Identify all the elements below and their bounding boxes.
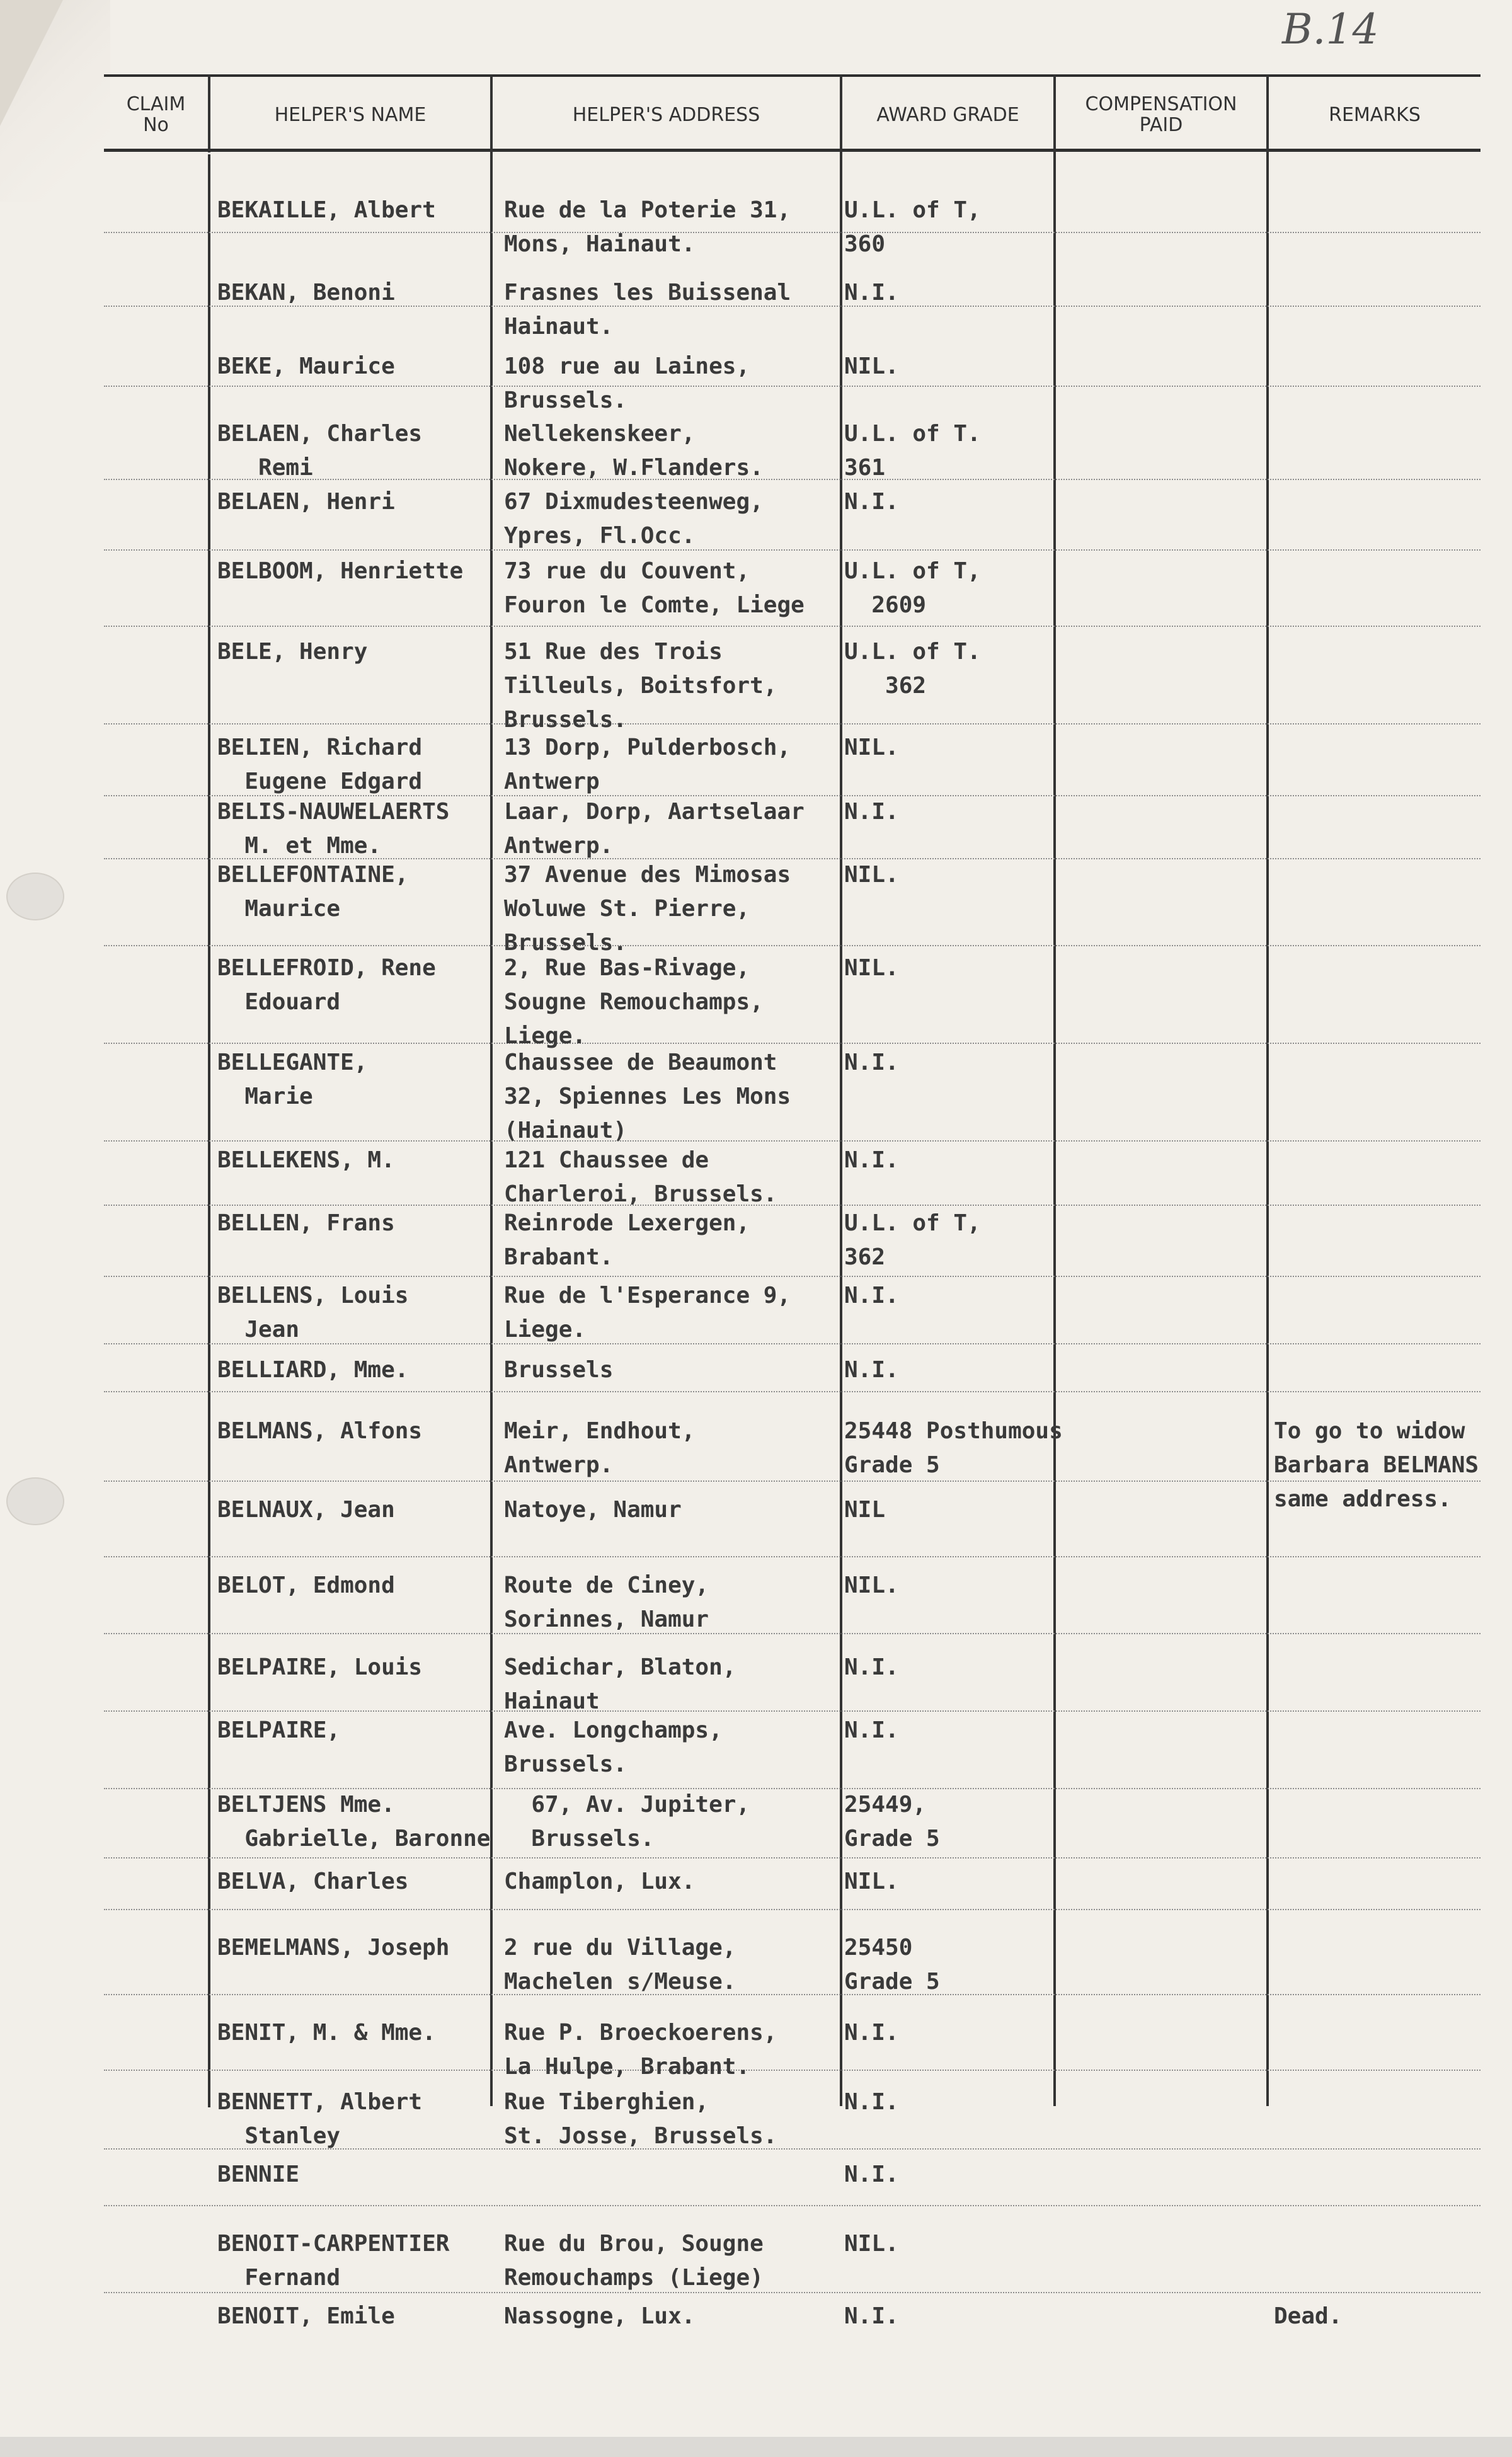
helper-name: BENIT, M. & Mme. [217, 2020, 436, 2046]
helper-address: 2 rue du Village, Machelen s/Meuse. [504, 1935, 736, 1995]
row-rule [104, 2070, 1480, 2071]
helper-address: 13 Dorp, Pulderbosch, Antwerp [504, 735, 791, 794]
helper-address: Ave. Longchamps, Brussels. [504, 1717, 723, 1777]
helper-address: 51 Rue des Trois Tilleuls, Boitsfort, Brussels. [504, 639, 777, 733]
row-rule [104, 1857, 1480, 1858]
punch-hole-upper [6, 873, 64, 920]
helper-address: Route de Ciney, Sorinnes, Namur [504, 1572, 709, 1632]
helper-name: BELPAIRE, [217, 1717, 341, 1743]
award-grade: NIL. [844, 735, 899, 760]
helper-name: BELLEN, Frans [217, 1210, 395, 1236]
helper-address: Frasnes les Buissenal Hainaut. [504, 280, 791, 340]
row-rule [104, 386, 1480, 387]
helper-address: Rue Tiberghien, St. Josse, Brussels. [504, 2089, 777, 2149]
column-divider-claim [208, 154, 210, 2107]
award-grade: U.L. of T. 362 [844, 639, 981, 699]
row-rule [104, 1140, 1480, 1142]
header-remarks: REMARKS [1329, 103, 1421, 126]
award-grade: N.I. [844, 280, 899, 306]
award-grade: N.I. [844, 2303, 899, 2329]
helper-address: 2, Rue Bas-Rivage, Sougne Remouchamps, Liege. [504, 955, 764, 1049]
helper-address: 73 rue du Couvent, Fouron le Comte, Liege [504, 558, 805, 618]
helper-name: BELLEKENS, M. [217, 1147, 395, 1173]
helper-name: BELLEFONTAINE, Maurice [217, 862, 409, 922]
row-rule [104, 1909, 1480, 1910]
helper-address: Nassogne, Lux. [504, 2303, 696, 2329]
file-reference: B.14 [1282, 5, 1379, 54]
award-grade: NIL. [844, 955, 899, 981]
helper-name: BEKAILLE, Albert [217, 197, 436, 223]
column-divider-award [1053, 74, 1056, 2106]
row-rule [104, 1205, 1480, 1206]
header-bottom-rule [104, 149, 1480, 152]
row-rule [104, 723, 1480, 724]
award-grade: 25450 Grade 5 [844, 1935, 940, 1995]
helper-address: Natoye, Namur [504, 1497, 682, 1523]
row-rule [104, 1276, 1480, 1277]
helper-address: Nellekenskeer, Nokere, W.Flanders. [504, 421, 764, 481]
header-helper-name: HELPER'S NAME [274, 103, 427, 126]
helper-address: 37 Avenue des Mimosas Woluwe St. Pierre, Brussels. [504, 862, 791, 956]
row-rule [104, 1710, 1480, 1712]
award-grade: N.I. [844, 2089, 899, 2115]
helper-name: BEKAN, Benoni [217, 280, 395, 306]
award-grade: N.I. [844, 2020, 899, 2046]
award-grade: NIL. [844, 353, 899, 379]
helper-name: BENOIT-CARPENTIER Fernand [217, 2231, 450, 2291]
helper-name: BELAEN, Charles Remi [217, 421, 423, 481]
award-grade: N.I. [844, 1283, 899, 1309]
helper-address: Rue du Brou, Sougne Remouchamps (Liege) [504, 2231, 764, 2291]
helper-address: Laar, Dorp, Aartselaar Antwerp. [504, 799, 805, 859]
remarks: To go to widow Barbara BELMANS same address. [1274, 1418, 1479, 1512]
helper-name: BELLENS, Louis Jean [217, 1283, 409, 1343]
award-grade: N.I. [844, 489, 899, 515]
helper-address: Rue de l'Esperance 9, Liege. [504, 1283, 791, 1343]
award-grade: N.I. [844, 1717, 899, 1743]
helper-name: BELAEN, Henri [217, 489, 395, 515]
helper-name: BEKE, Maurice [217, 353, 395, 379]
helper-address: Chaussee de Beaumont 32, Spiennes Les Mons (Hainaut) [504, 1050, 791, 1143]
helper-address: Rue P. Broeckoerens, La Hulpe, Brabant. [504, 2020, 777, 2080]
column-divider-compensation [1266, 74, 1269, 2106]
column-divider-name [490, 74, 493, 2106]
helper-name: BELOT, Edmond [217, 1572, 395, 1598]
award-grade: U.L. of T, 362 [844, 1210, 981, 1270]
award-grade: N.I. [844, 1654, 899, 1680]
award-grade: N.I. [844, 1147, 899, 1173]
award-grade: U.L. of T, 360 [844, 197, 981, 257]
award-grade: N.I. [844, 2162, 899, 2187]
header-compensation-paid: COMPENSATION PAID [1085, 93, 1237, 136]
helper-name: BEMELMANS, Joseph [217, 1935, 450, 1961]
folded-corner [0, 0, 63, 126]
award-grade: U.L. of T, 2609 [844, 558, 981, 618]
helper-name: BENNIE [217, 2162, 300, 2187]
row-rule [104, 1043, 1480, 1044]
helper-name: BELIS-NAUWELAERTS M. et Mme. [217, 799, 450, 859]
helper-address: Meir, Endhout, Antwerp. [504, 1418, 696, 1478]
helper-name: BENNETT, Albert Stanley [217, 2089, 423, 2149]
award-grade: NIL. [844, 1572, 899, 1598]
helper-address: Rue de la Poterie 31, Mons, Hainaut. [504, 197, 791, 257]
punch-hole-lower [6, 1477, 64, 1525]
helper-name: BELIEN, Richard Eugene Edgard [217, 735, 423, 794]
award-grade: 25449, Grade 5 [844, 1792, 940, 1852]
award-grade: NIL [844, 1497, 886, 1523]
helper-address: Sedichar, Blaton, Hainaut [504, 1654, 736, 1714]
scan-edge [0, 2437, 1512, 2457]
helper-address: 67, Av. Jupiter, Brussels. [531, 1792, 750, 1852]
award-grade: N.I. [844, 1357, 899, 1383]
row-rule [104, 1556, 1480, 1557]
helper-name: BELVA, Charles [217, 1869, 409, 1894]
row-rule [104, 1994, 1480, 1995]
row-rule [104, 549, 1480, 551]
helper-name: BELTJENS Mme. Gabrielle, Baronne [217, 1792, 491, 1852]
award-grade: U.L. of T. 361 [844, 421, 981, 481]
helper-name: BELLIARD, Mme. [217, 1357, 409, 1383]
column-divider-address [840, 74, 842, 2106]
helper-name: BELLEFROID, Rene Edouard [217, 955, 436, 1015]
row-rule [104, 945, 1480, 946]
award-grade: NIL. [844, 862, 899, 888]
helper-address: Champlon, Lux. [504, 1869, 696, 1894]
helper-address: Reinrode Lexergen, Brabant. [504, 1210, 750, 1270]
header-claim-no: CLAIM No [126, 93, 186, 136]
helper-name: BENOIT, Emile [217, 2303, 395, 2329]
header-award-grade: AWARD GRADE [876, 103, 1019, 126]
helper-name: BELLEGANTE, Marie [217, 1050, 368, 1109]
helper-name: BELPAIRE, Louis [217, 1654, 423, 1680]
award-grade: NIL. [844, 2231, 899, 2257]
row-rule [104, 1633, 1480, 1634]
helper-address: 108 rue au Laines, Brussels. [504, 353, 750, 413]
helper-address: Brussels [504, 1357, 614, 1383]
award-grade: N.I. [844, 1050, 899, 1075]
award-grade: N.I. [844, 799, 899, 825]
remarks: Dead. [1274, 2303, 1343, 2329]
helper-name: BELE, Henry [217, 639, 368, 665]
award-grade: 25448 Posthumous Grade 5 [844, 1418, 1063, 1478]
helper-name: BELBOOM, Henriette [217, 558, 464, 584]
row-rule [104, 626, 1480, 627]
helper-name: BELNAUX, Jean [217, 1497, 395, 1523]
helper-address: 67 Dixmudesteenweg, Ypres, Fl.Occ. [504, 489, 764, 549]
helper-address: 121 Chaussee de Charleroi, Brussels. [504, 1147, 777, 1207]
header-top-rule [104, 74, 1480, 77]
row-rule [104, 1391, 1480, 1392]
row-rule [104, 232, 1480, 233]
header-helper-address: HELPER'S ADDRESS [572, 103, 760, 126]
award-grade: NIL. [844, 1869, 899, 1894]
row-rule [104, 2205, 1480, 2206]
helper-name: BELMANS, Alfons [217, 1418, 423, 1444]
